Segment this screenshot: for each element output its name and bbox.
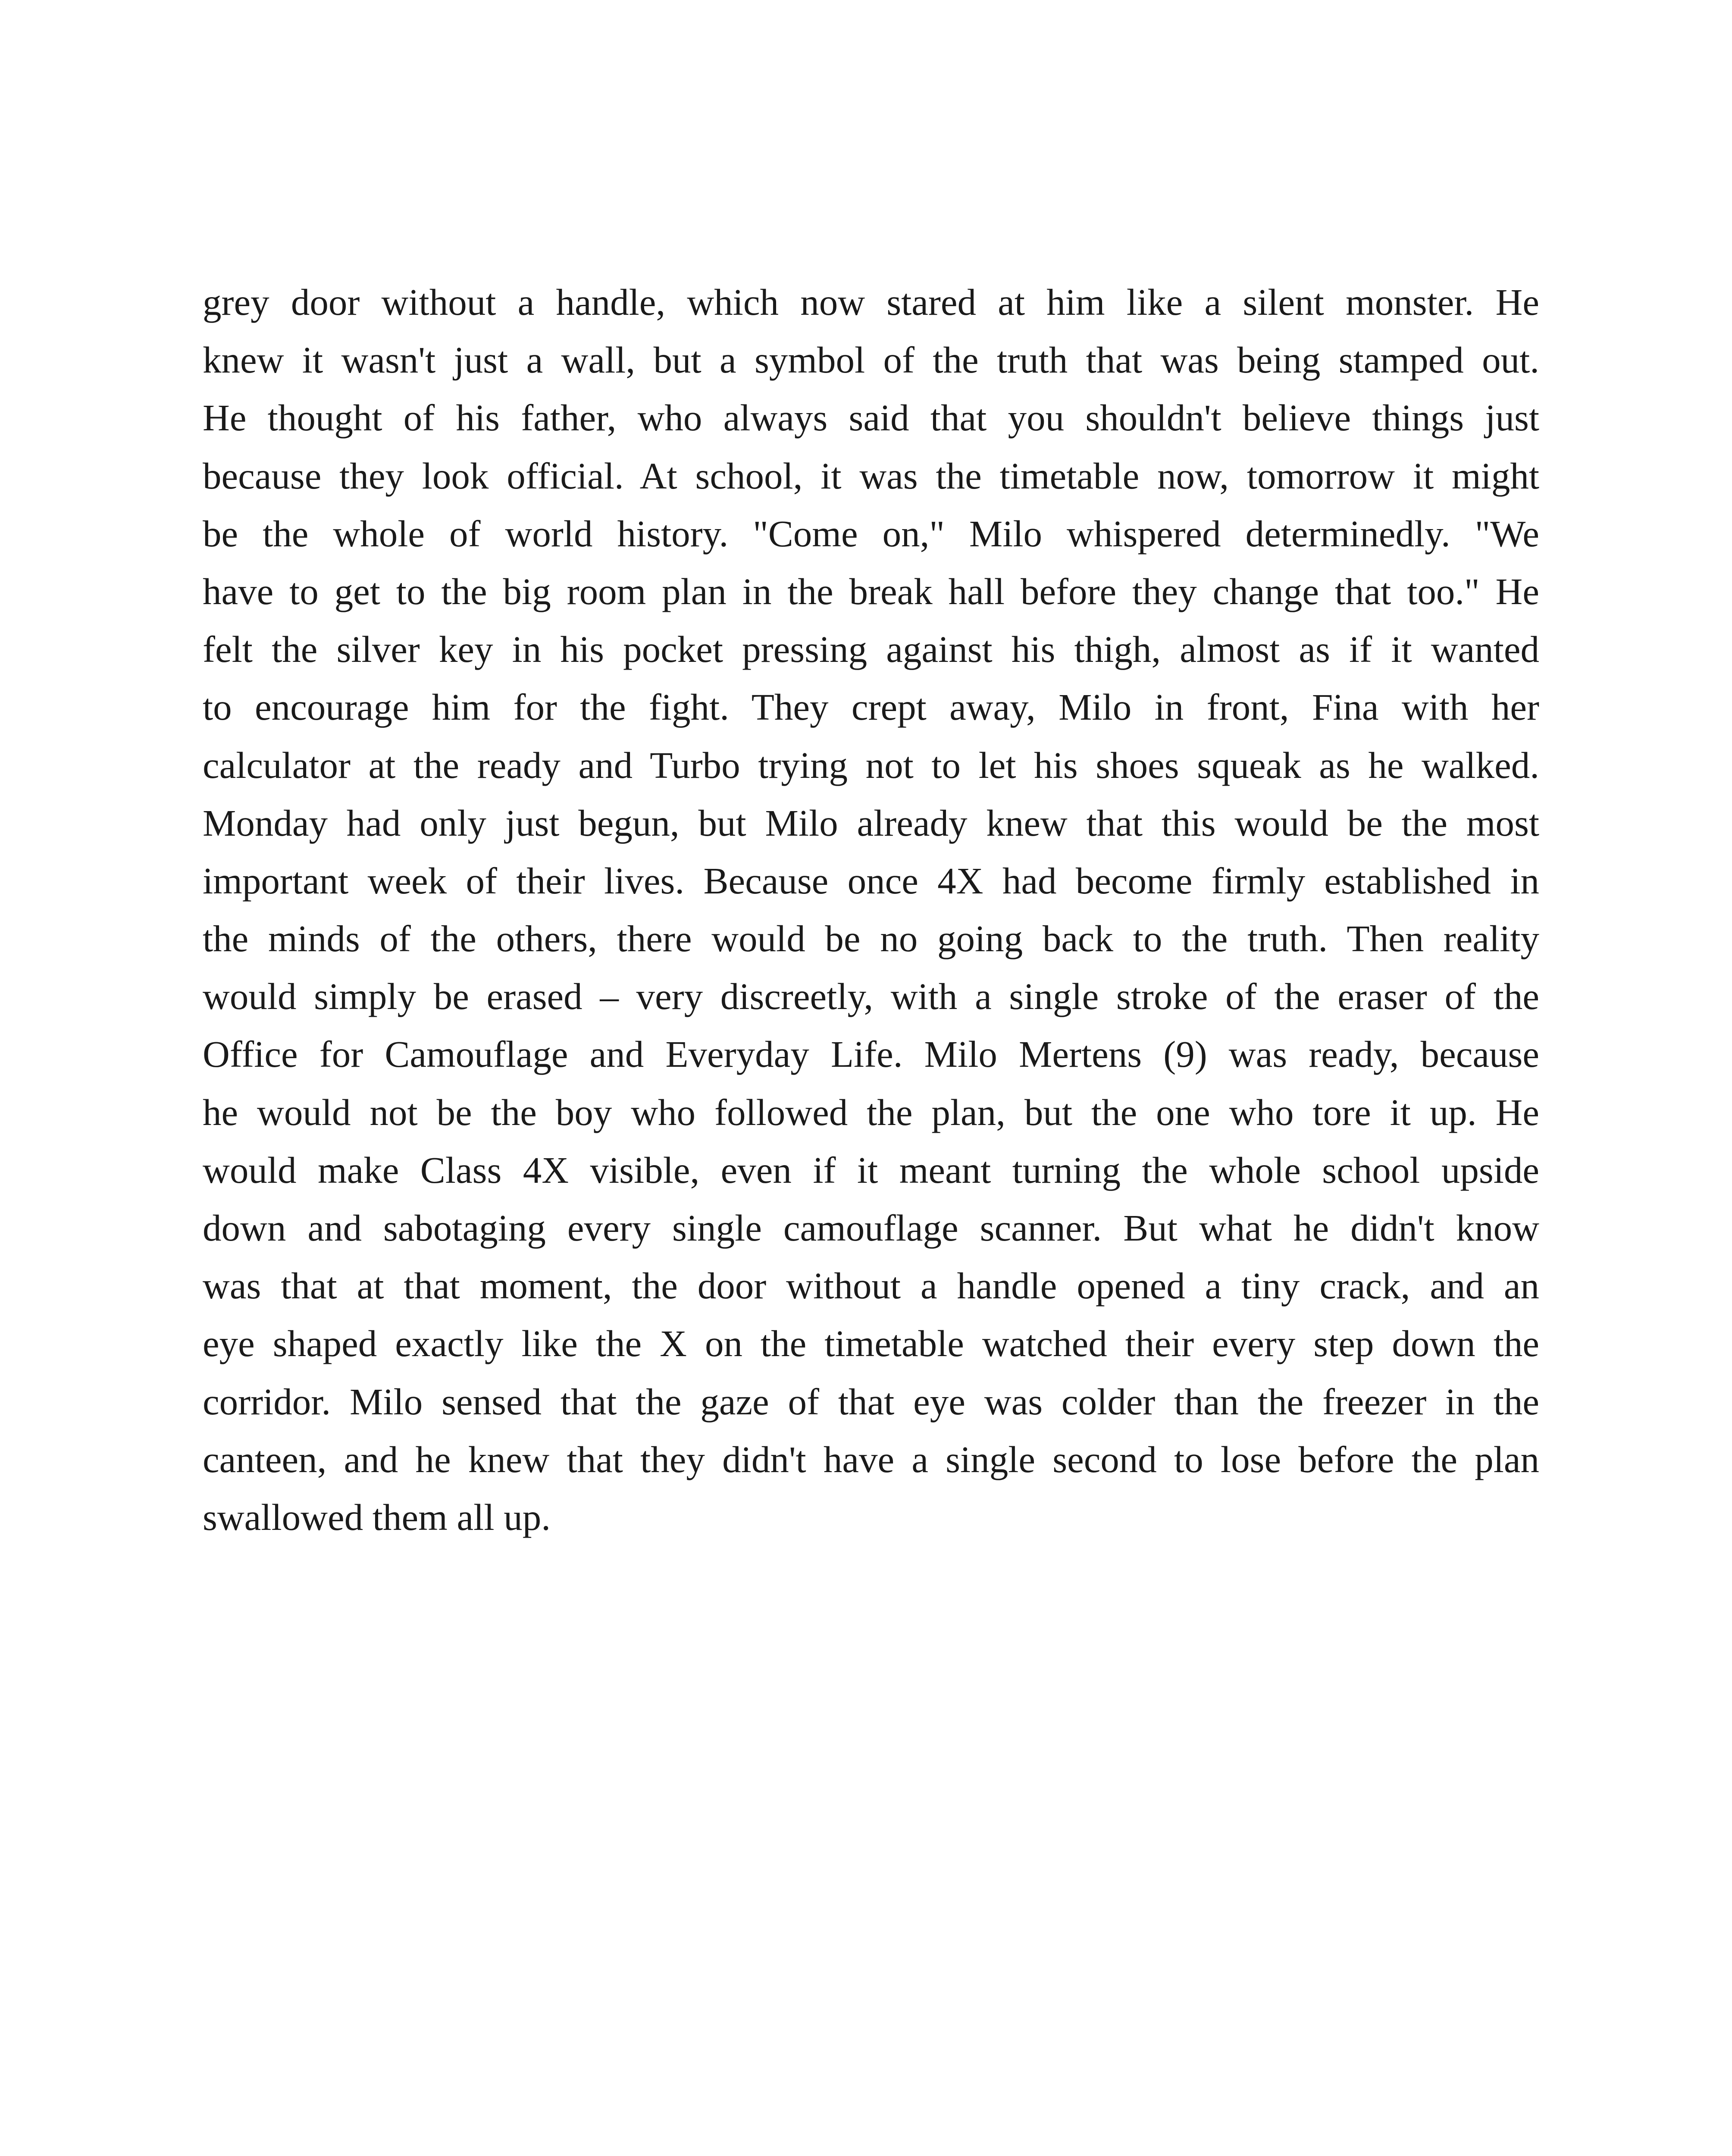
text-line: corridor. Milo sensed that the gaze of that eye was colder than the freezer in the: [203, 1380, 1539, 1423]
text-line: was that at that moment, the door without a handle opened a tiny crack, and an: [203, 1265, 1539, 1307]
text-line: the minds of the others, there would be no going back to the truth. Then reality: [203, 918, 1539, 960]
text-line: canteen, and he knew that they didn't have a single second to lose before the plan: [203, 1438, 1539, 1480]
text-line: He thought of his father, who always said that you shouldn't believe things just: [203, 397, 1539, 439]
text-line: grey door without a handle, which now stared at him like a silent monster. He: [203, 281, 1539, 323]
text-line: felt the silver key in his pocket pressing against his thigh, almost as if it wanted: [203, 628, 1539, 671]
text-line: Office for Camouflage and Everyday Life. Milo Mertens (9) was ready, because: [203, 1033, 1539, 1075]
text-line: calculator at the ready and Turbo trying not to let his shoes squeak as he walked.: [203, 744, 1539, 786]
text-line: eye shaped exactly like the X on the timetable watched their every step down the: [203, 1322, 1539, 1365]
text-line: have to get to the big room plan in the break hall before they change that too." He: [203, 570, 1539, 612]
body-paragraph: [203, 273, 1539, 1546]
text-line: swallowed them all up.: [203, 1496, 551, 1538]
text-line: down and sabotaging every single camouflage scanner. But what he didn't know: [203, 1207, 1539, 1249]
text-line: would simply be erased – very discreetly, with a single stroke of the eraser of the: [203, 975, 1539, 1018]
text-line: knew it wasn't just a wall, but a symbol of the truth that was being stamped out.: [203, 339, 1539, 381]
text-line: important week of their lives. Because once 4X had become firmly established in: [203, 859, 1539, 902]
text-line: to encourage him for the fight. They crept away, Milo in front, Fina with her: [203, 686, 1539, 728]
text-line: he would not be the boy who followed the plan, but the one who tore it up. He: [203, 1091, 1539, 1133]
text-line: be the whole of world history. "Come on," Milo whispered determinedly. "We: [203, 512, 1539, 555]
text-line: would make Class 4X visible, even if it meant turning the whole school upside: [203, 1149, 1539, 1191]
text-line: Monday had only just begun, but Milo already knew that this would be the most: [203, 802, 1539, 844]
text-line: because they look official. At school, it was the timetable now, tomorrow it might: [203, 454, 1539, 497]
